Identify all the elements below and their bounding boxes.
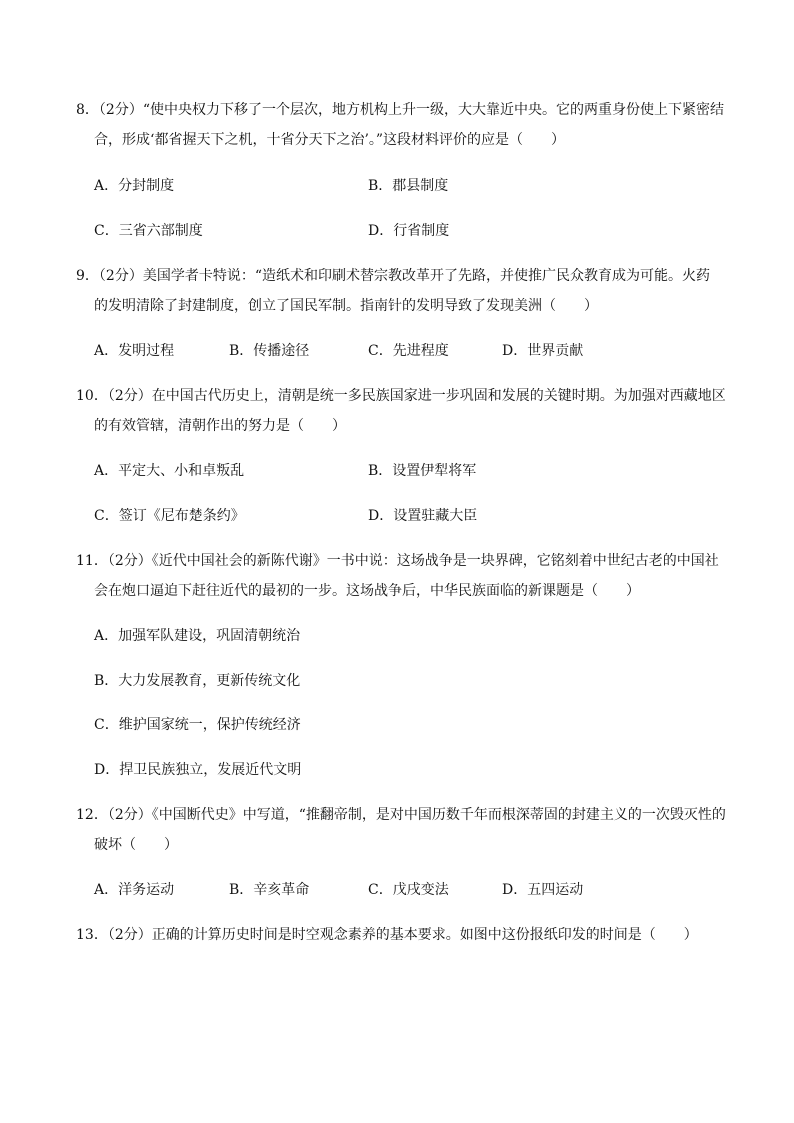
question-8-option-c[interactable]: C．三省六部制度 <box>94 223 203 239</box>
question-9-stem-line-2: 的发明清除了封建制度，创立了国民军制。指南针的发明导致了发现美洲（ ） <box>94 298 598 314</box>
question-11-option-b[interactable]: B．大力发展教育，更新传统文化 <box>94 673 301 689</box>
question-9-option-c[interactable]: C．先进程度 <box>368 343 449 359</box>
question-12-option-b[interactable]: B．辛亥革命 <box>229 882 310 898</box>
question-9-option-d[interactable]: D．世界贡献 <box>502 343 584 359</box>
question-12-stem-line-1: 12．（2分）《中国断代史》中写道，“推翻帝制，是对中国历数千年而根深蒂固的封建主义的一次毁灭性的 <box>76 807 726 823</box>
question-13-number: 13．（2分） <box>76 927 152 943</box>
question-12-option-a[interactable]: A．洋务运动 <box>94 882 175 898</box>
question-11-option-c[interactable]: C．维护国家统一，保护传统经济 <box>94 717 301 733</box>
question-11-stem-line-1: 11．（2分）《近代中国社会的新陈代谢》一书中说：这场战争是一块界碑，它铭刻着中世纪古老的中国社 <box>76 553 719 569</box>
question-11-number: 11．（2分） <box>76 553 152 569</box>
question-10-number: 10．（2分） <box>76 388 152 404</box>
question-11-stem-line-2: 会在炮口逼迫下赶往近代的最初的一步。这场战争后，中华民族面临的新课题是（ ） <box>94 583 640 599</box>
question-13-stem-line-1: 13．（2分）正确的计算历史时间是时空观念素养的基本要求。如图中这份报纸印发的时间是（ ） <box>76 927 698 943</box>
question-8-stem-line-1: 8．（2分）“使中央权力下移了一个层次，地方机构上升一级，大大靠近中央。它的两重身份使上下紧密结 <box>76 102 724 118</box>
question-9-option-a[interactable]: A．发明过程 <box>94 343 175 359</box>
question-8-option-d[interactable]: D．行省制度 <box>368 223 450 239</box>
question-10-stem-line-1: 10．（2分）在中国古代历史上，清朝是统一多民族国家进一步巩固和发展的关键时期。为加强对西藏地区 <box>76 388 726 404</box>
question-10-option-d[interactable]: D．设置驻藏大臣 <box>368 508 478 524</box>
question-11-option-a[interactable]: A．加强军队建设，巩固清朝统治 <box>94 628 301 644</box>
question-8-number: 8．（2分） <box>76 102 143 118</box>
question-12-option-c[interactable]: C．戊戌变法 <box>368 882 449 898</box>
question-12-number: 12．（2分） <box>76 807 152 823</box>
question-9-option-b[interactable]: B．传播途径 <box>229 343 310 359</box>
question-12-option-d[interactable]: D．五四运动 <box>502 882 584 898</box>
question-9-stem-line-1: 9．（2分）美国学者卡特说：“造纸术和印刷术替宗教改革开了先路，并使推广民众教育成为可能。火药 <box>76 268 710 284</box>
question-10-option-a[interactable]: A．平定大、小和卓叛乱 <box>94 463 245 479</box>
question-8-option-b[interactable]: B．郡县制度 <box>368 178 449 194</box>
question-10-stem-line-2: 的有效管辖，清朝作出的努力是（ ） <box>94 418 346 434</box>
question-10-option-c[interactable]: C．签订《尼布楚条约》 <box>94 508 245 524</box>
question-8-option-a[interactable]: A．分封制度 <box>94 178 175 194</box>
question-8-stem-line-2: 合，形成‘都省握天下之机，十省分天下之治’。”这段材料评价的应是（ ） <box>94 132 566 148</box>
question-9-number: 9．（2分） <box>76 268 143 284</box>
question-10-option-b[interactable]: B．设置伊犁将军 <box>368 463 477 479</box>
question-11-option-d[interactable]: D．捍卫民族独立，发展近代文明 <box>94 762 302 778</box>
question-12-stem-line-2: 破坏（ ） <box>94 837 178 853</box>
